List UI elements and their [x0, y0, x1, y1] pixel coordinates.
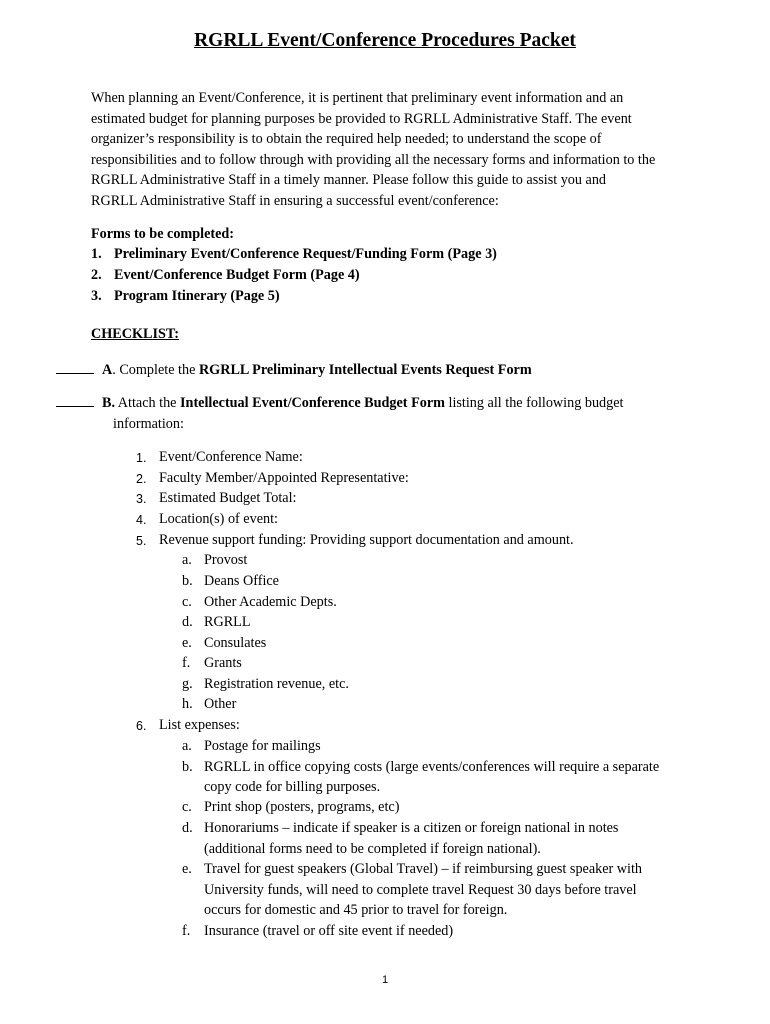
- expense-letter: a.: [182, 738, 192, 754]
- revenue-source: RGRLL: [204, 614, 251, 630]
- checklist-continuation: information:: [113, 416, 184, 432]
- intro-line: responsibilities and to follow through with providing all the necessary forms and information to the: [91, 151, 656, 168]
- intro-paragraph: [91, 88, 701, 212]
- revenue-source: Registration revenue, etc.: [204, 676, 349, 692]
- revenue-source: Other Academic Depts.: [204, 594, 337, 610]
- checklist-text: listing all the following budget: [444, 395, 624, 411]
- forms-item: Preliminary Event/Conference Request/Funding Form (Page 3): [114, 246, 497, 262]
- expense-item-continuation: occurs for domestic and 45 prior to travel for foreign.: [204, 902, 508, 918]
- checkbox-blank-line[interactable]: [56, 394, 94, 407]
- budget-item: Revenue support funding: Providing support documentation and amount.: [159, 532, 574, 548]
- budget-item: Event/Conference Name:: [159, 449, 303, 465]
- intro-line: estimated budget for planning purposes be provided to RGRLL Administrative Staff. The event: [91, 110, 632, 127]
- budget-item-number: 6.: [136, 719, 147, 733]
- expense-item-continuation: copy code for billing purposes.: [204, 779, 381, 795]
- expense-letter: b.: [182, 759, 193, 775]
- checklist-form-name: RGRLL Preliminary Intellectual Events Request Form: [198, 362, 532, 378]
- revenue-letter: f.: [182, 655, 191, 671]
- forms-item-number: 1.: [91, 246, 102, 262]
- expense-item-continuation: University funds, will need to complete travel Request 30 days before travel: [204, 882, 637, 898]
- budget-item-number: 3.: [136, 492, 147, 506]
- forms-item: Program Itinerary (Page 5): [114, 288, 280, 304]
- intro-line: RGRLL Administrative Staff in a timely manner. Please follow this guide to assist you and: [91, 172, 607, 189]
- expense-item: RGRLL in office copying costs (large events/conferences will require a separate: [204, 759, 660, 775]
- checklist-letter: A: [102, 362, 113, 378]
- page-title: RGRLL Event/Conference Procedures Packet: [194, 30, 576, 51]
- revenue-source: Grants: [204, 655, 242, 671]
- intro-line: organizer’s responsibility is to obtain the required help needed; to understand the scope of: [91, 131, 602, 148]
- forms-item-number: 3.: [91, 288, 102, 304]
- checklist-text: Attach the: [115, 395, 181, 411]
- checkbox-blank-line[interactable]: [56, 361, 94, 374]
- expense-item-continuation: (additional forms need to be completed if foreign national).: [204, 841, 541, 857]
- revenue-letter: a.: [182, 552, 192, 568]
- revenue-source: Deans Office: [204, 573, 279, 589]
- expense-letter: c.: [182, 799, 192, 815]
- expense-item: Print shop (posters, programs, etc): [204, 799, 400, 815]
- revenue-source: Consulates: [204, 635, 267, 651]
- revenue-letter: c.: [182, 594, 192, 610]
- forms-item-number: 2.: [91, 267, 102, 283]
- checklist-text: . Complete the: [112, 362, 199, 378]
- revenue-letter: g.: [182, 676, 193, 692]
- forms-item: Event/Conference Budget Form (Page 4): [114, 267, 360, 283]
- budget-item: Faculty Member/Appointed Representative:: [159, 470, 409, 486]
- expense-item: Insurance (travel or off site event if needed): [204, 923, 454, 939]
- checklist-item-b: [56, 393, 623, 414]
- budget-item: List expenses:: [159, 717, 240, 733]
- budget-item: Estimated Budget Total:: [159, 490, 297, 506]
- revenue-letter: e.: [182, 635, 192, 651]
- revenue-letter: d.: [182, 614, 193, 630]
- checklist-item-a: [56, 360, 532, 381]
- budget-item-number: 2.: [136, 472, 147, 486]
- revenue-letter: b.: [182, 573, 193, 589]
- expense-letter: f.: [182, 923, 191, 939]
- expense-letter: e.: [182, 861, 192, 877]
- revenue-source: Provost: [204, 552, 248, 568]
- expense-item: Honorariums – indicate if speaker is a citizen or foreign national in notes: [204, 820, 619, 836]
- budget-item-number: 1.: [136, 451, 147, 465]
- forms-heading: Forms to be completed:: [91, 226, 235, 242]
- expense-letter: d.: [182, 820, 193, 836]
- page-number: 1: [381, 974, 389, 986]
- checklist-heading: CHECKLIST:: [91, 326, 180, 342]
- revenue-letter: h.: [182, 696, 193, 712]
- intro-line: RGRLL Administrative Staff in ensuring a successful event/conference:: [91, 192, 499, 209]
- budget-item-number: 5.: [136, 534, 147, 548]
- checklist-form-name: Intellectual Event/Conference Budget Form: [180, 395, 445, 411]
- expense-item: Travel for guest speakers (Global Travel) – if reimbursing guest speaker with: [204, 861, 643, 877]
- budget-item-number: 4.: [136, 513, 147, 527]
- revenue-source: Other: [204, 696, 237, 712]
- expense-item: Postage for mailings: [204, 738, 321, 754]
- intro-line: When planning an Event/Conference, it is pertinent that preliminary event information and an: [91, 90, 624, 106]
- budget-item: Location(s) of event:: [159, 511, 278, 527]
- checklist-letter: B.: [102, 395, 116, 411]
